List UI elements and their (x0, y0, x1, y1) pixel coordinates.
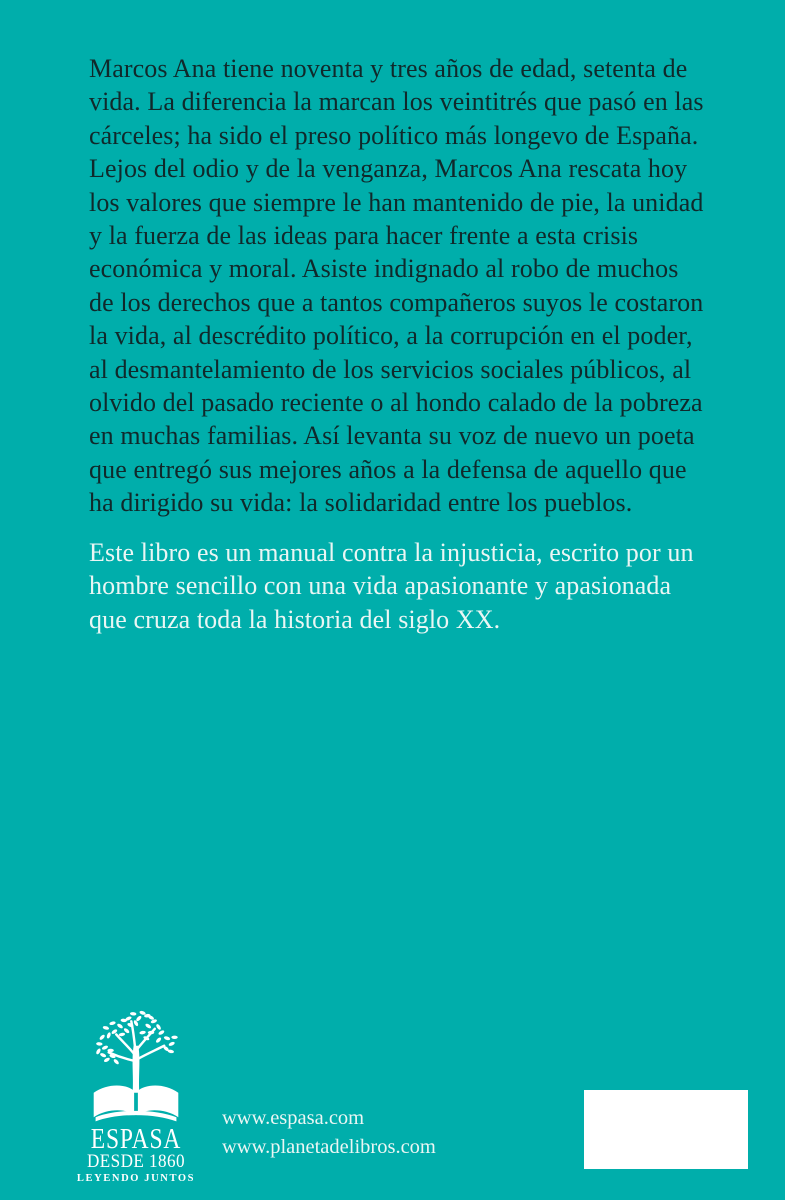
text-line: al desmantelamiento de los servicios sociales públicos, al (89, 354, 692, 384)
tree-over-open-book-icon (89, 1006, 183, 1125)
publisher-motto: LEYENDO JUNTOS (76, 1173, 196, 1184)
espasa-publisher-logo (64, 1006, 208, 1185)
text-line: los valores que siempre le han mantenido de pie, la unidad (89, 187, 704, 217)
text-line: Lejos del odio y de la venganza, Marcos Ana rescata hoy (89, 154, 688, 184)
text-line: Marcos Ana tiene noventa y tres años de edad, setenta de (89, 54, 688, 83)
text-line: olvido del pasado reciente o al hondo calado de la pobreza (89, 388, 703, 418)
text-line: hombre sencillo con una vida apasionante y apasionada (89, 571, 672, 601)
espasa-url: www.espasa.com (222, 1107, 365, 1129)
publisher-name: ESPASA (90, 1124, 182, 1155)
text-line: que cruza toda la historia del siglo XX. (89, 604, 501, 634)
synopsis-paragraph (89, 52, 704, 520)
text-line: y la fuerza de las ideas para hacer frente a esta crisis (89, 221, 639, 251)
text-line: la vida, al descrédito político, a la corrupción en el poder, (89, 321, 693, 351)
text-line: Este libro es un manual contra la injusticia, escrito por un (89, 538, 694, 567)
text-line: que entregó sus mejores años a la defensa de aquello que (89, 454, 687, 484)
publisher-since: DESDE 1860 (86, 1151, 186, 1172)
publisher-urls (222, 1104, 436, 1161)
text-line: ha dirigido su vida: la solidaridad entre los pueblos. (89, 488, 633, 518)
text-line: en muchas familias. Así levanta su voz de nuevo un poeta (89, 421, 695, 451)
text-line: de los derechos que a tantos compañeros suyos le costaron (89, 287, 704, 317)
text-line: vida. La diferencia la marcan los veintitrés que pasó en las (89, 87, 704, 117)
text-line: económica y moral. Asiste indignado al robo de muchos (89, 254, 679, 284)
planetadelibros-url: www.planetadelibros.com (222, 1135, 436, 1158)
tagline-paragraph (89, 536, 694, 636)
text-line: cárceles; ha sido el preso político más longevo de España. (89, 120, 699, 150)
barcode-placeholder (584, 1090, 748, 1169)
